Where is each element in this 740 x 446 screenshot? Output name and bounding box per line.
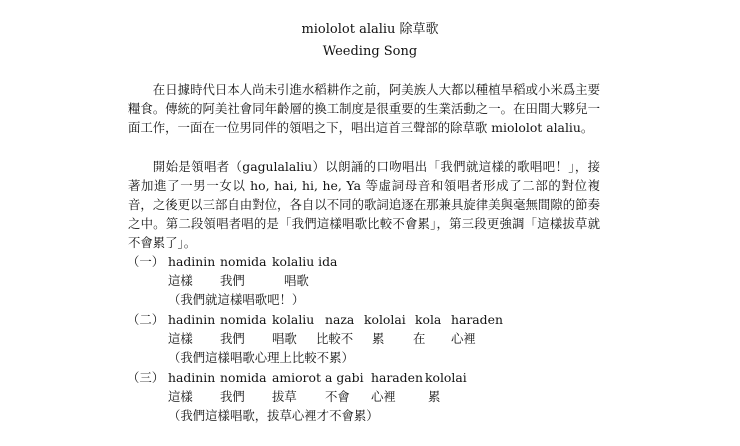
gloss-word: 拔草: [272, 389, 297, 404]
lyric-word: hadinin: [168, 312, 216, 327]
gloss-word: 這樣: [168, 389, 193, 404]
gloss-word: 我們: [220, 331, 245, 346]
gloss-word: 唱歌: [284, 273, 309, 288]
gloss-word: 心裡: [451, 331, 476, 346]
lyric-word: kololai: [425, 370, 467, 385]
lyric-word: hadinin: [168, 370, 216, 385]
lyric-word: haraden: [371, 370, 423, 385]
gloss-word: 唱歌: [272, 331, 297, 346]
verse-number: （二）: [127, 312, 165, 327]
lyric-word: kola: [415, 312, 442, 327]
lyric-word: haraden: [451, 312, 503, 327]
lyric-word: hadinin: [168, 254, 216, 269]
lyric-word: amiorot: [272, 370, 321, 385]
gloss-word: 心裡: [371, 389, 396, 404]
lyric-word: nomida: [220, 312, 267, 327]
lyric-word: nomida: [220, 370, 267, 385]
lyric-word: kolaliu: [272, 312, 315, 327]
verse-translation: （我們這樣唱歌，拔草心裡才不會累）: [168, 408, 379, 423]
lyric-word: kolaliu ida: [272, 254, 338, 269]
gloss-word: 比較不: [316, 331, 354, 346]
verse-number: （一）: [127, 254, 165, 269]
gloss-word: 累: [428, 389, 441, 404]
song-title: miololot alaliu 除草歌: [301, 22, 439, 37]
intro-paragraph: 在日據時代日本人尚未引進水稻耕作之前，阿美族人大都以種植旱稻或小米爲主要糧食。傳統的阿美社會同年齡層的換工制度是很重要的生業活動之一。在田間大夥兒一面工作，一面在一位男同伴的領唱之下，唱出這首三聲部的除草歌 miololot alaliu。: [128, 82, 600, 135]
verse-number: （三）: [127, 370, 165, 385]
gloss-word: 我們: [220, 273, 245, 288]
gloss-word: 這樣: [168, 331, 193, 346]
gloss-word: 累: [372, 331, 385, 346]
gloss-word: 我們: [220, 389, 245, 404]
lyric-word: nomida: [220, 254, 267, 269]
lyric-word: naza: [325, 312, 355, 327]
song-subtitle: Weeding Song: [322, 44, 418, 59]
verse-translation: （我們這樣唱歌心理上比較不累）: [168, 350, 354, 365]
lyric-word: kololai: [364, 312, 406, 327]
description-paragraph: 開始是領唱者（gagulalaliu）以朗誦的口吻唱出「我們就這樣的歌唱吧！」，接著加進了一男一女以 ho, hai, hi, he, Ya 等虛詞母音和領唱者形成了二部的對位複音，之後更以三部自由對位，各自以不同的歌詞追逐在那兼具旋律美與毫無間隙的節奏之中。第二段領唱者唱的是「我們這樣唱歌比較不會累」，第三段更強調「這樣拔草就不會累了」。: [128, 159, 600, 250]
gloss-word: 不會: [325, 389, 350, 404]
verse-translation: （我們就這樣唱歌吧！）: [168, 292, 305, 307]
gloss-word: 在: [413, 331, 426, 346]
gloss-word: 這樣: [168, 273, 193, 288]
lyric-word: a gabi: [325, 370, 364, 385]
